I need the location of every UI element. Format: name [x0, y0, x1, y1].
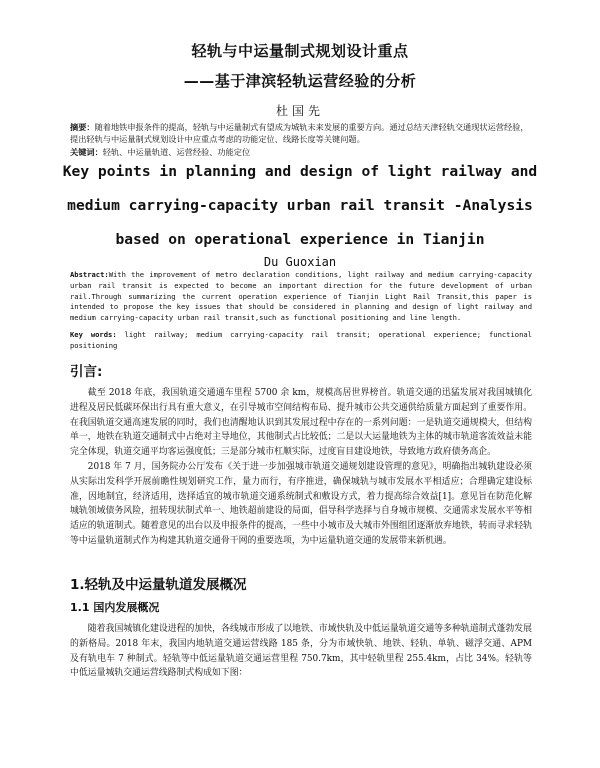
intro-paragraph-2: 2018 年 7 月，国务院办公厅发布《关于进一步加强城市轨道交通规划建设管理的意见》，明确指出城轨建设必须从实际出发科学开展前瞻性规划研究工作，量力而行，有序推进，确保城轨与城市发展水平相适应；合理确定建设标准，因地制宜，经济适用，选择适宜的城市轨道交通系统制式和敷设方式，着力提高综合效益[1]。意见旨在防范化解城轨领域债务风险，扭转现状制式单一、地铁超前建设的局面，倡导科学选择与自身城市规模、交通需求发展水平等相适应的轨道制式。随着意见的出台以及申报条件的提高，一些中小城市及大城市外围组团逐渐放弃地铁，转而寻求轻轨等中运量轨道制式作为构建其轨道交通骨干网的重要选项，为中运量轨道交通的发展带来新机遇。 [70, 461, 532, 546]
author-name-en: Du Guoxian [263, 255, 337, 269]
author-name-cn: 杜国先 [275, 104, 324, 118]
keywords-en-label: Key words: [70, 330, 117, 339]
abstract-cn-text: 随着地铁申报条件的提高，轻轨与中运量制式有望成为城轨未来发展的重要方向。通过总结天津轻轨交通现状运营经验，提出轻轨与中运量制式规划设计中应重点考虑的功能定位、线路长度等关键问题。 [70, 122, 529, 144]
keywords-en [70, 330, 532, 352]
section-1-1-heading: 1.1 国内发展概况 [70, 601, 160, 614]
paper-title-cn: 轻轨与中运量制式规划设计重点 [191, 42, 409, 60]
section-1-1-body [70, 622, 532, 681]
intro-heading: 引言: [70, 364, 103, 380]
paper-subtitle-cn: ——基于津滨轻轨运营经验的分析 [183, 72, 417, 90]
section-1-1-paragraph: 随着我国城镇化建设进程的加快，各线城市形成了以地铁、市域快轨及中低运量轨道交通等多种轨道制式蓬勃发展的新格局。2018 年末，我国内地轨道交通运营线路 185 条，分为市域快轨、地铁、轻轨、单轨、磁浮交通、APM 及有轨电车 7 种制式。轻轨等中低运量轨道交通运营里程 750.7km，其中轻轨里程 255.4km，占比 34%。轻轨等中低运量城轨交通运营线路制式构成如下图： [70, 624, 532, 679]
keywords-cn-label: 关键词： [70, 147, 103, 157]
abstract-cn [70, 122, 532, 145]
intro-paragraph-1: 截至 2018 年底，我国轨道交通通车里程 5700 余 km，规模高居世界榜首。轨道交通的迅猛发展对我国城镇化进程及居民低碳环保出行具有重大意义，在引导城市空间结构布局、提升城市公共交通供给质量方面起到了重要作用。在我国轨道交通高速发展的同时，我们也清醒地认识到其发展过程中存在的一系列问题：一是轨道交通规模大，但结构单一，地铁在轨道交通制式中占绝对主导地位，其他制式占比较低；二是以大运量地铁为主体的城市轨道客流效益未能完全体现，轨道交通平均客运强度低；三是部分城市杠顺实际，过度盲目建设地铁，导致地方政府债务高企。 [70, 388, 532, 458]
paper-title-en: Key points in planning and design of light railway and medium carrying-capacity urban rail transit -Analysis based on operational experience in Tianjin [62, 163, 538, 248]
keywords-cn-text: 轻轨、中运量轨道、运营经验、功能定位 [102, 147, 251, 157]
abstract-en-label: Abstract: [70, 270, 109, 279]
intro-body [70, 386, 532, 549]
abstract-en [70, 270, 532, 324]
abstract-en-text: With the improvement of metro declaration conditions, light railway and medium carrying-capacity urban rail transit is expected to become an important direction for the future development of urban rail.Through summarizing the current operation experience of Tianjin Light Rail Transit,this paper is intended to propose the key issues that should be considered in planning and design of light railway and medium carrying-capacity urban rail transit,such as functional positioning and line length. [70, 270, 532, 323]
keywords-en-text: light railway; medium carrying-capacity rail transit; operational experience; functional positioning [70, 330, 532, 350]
abstract-cn-label: 摘要： [70, 122, 95, 132]
section-1-heading: 1.轻轨及中运量轨道发展概况 [70, 577, 247, 593]
